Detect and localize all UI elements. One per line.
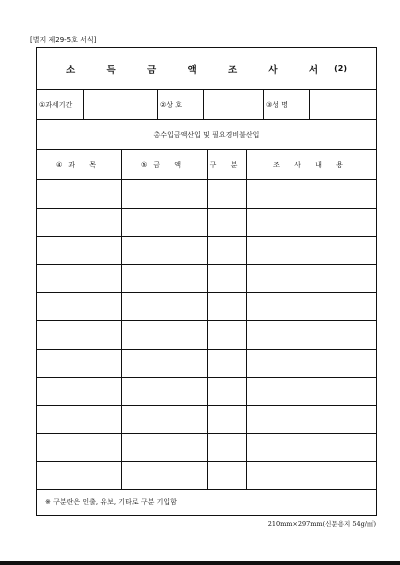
table-cell[interactable] <box>121 264 207 292</box>
footnote: ※ 구분란은 인출, 유보, 기타로 구분 기입함 <box>45 498 177 506</box>
info-row <box>37 90 376 120</box>
table-cell[interactable] <box>121 208 207 236</box>
form-title-number: (2) <box>334 64 347 73</box>
table-cell[interactable] <box>207 377 246 405</box>
table-cell[interactable] <box>207 292 246 320</box>
table-cell[interactable] <box>246 405 376 433</box>
name-field[interactable] <box>310 90 376 119</box>
table-cell[interactable] <box>246 320 376 348</box>
table-cell[interactable] <box>37 292 121 320</box>
table-cell[interactable] <box>207 180 246 208</box>
table-cell[interactable] <box>121 180 207 208</box>
table-cell[interactable] <box>37 349 121 377</box>
column-header-item: ④과 목 <box>55 160 103 169</box>
trade-name-label: ②상 호 <box>158 90 204 119</box>
table-cell[interactable] <box>121 405 207 433</box>
table-cell[interactable] <box>246 349 376 377</box>
table-cell[interactable] <box>246 236 376 264</box>
column-header-amount: ⑤금 액 <box>140 160 188 169</box>
paper-size-note: 210mm×297mm(신문용지 54g/㎡) <box>267 520 376 528</box>
section-title: 총수입금액산입 및 필요경비불산입 <box>37 120 376 150</box>
table-cell[interactable] <box>37 264 121 292</box>
table-cell[interactable] <box>207 236 246 264</box>
table-cell[interactable] <box>121 433 207 461</box>
column-header-category: 구 분 <box>209 160 244 169</box>
table-cell[interactable] <box>37 180 121 208</box>
table-cell[interactable] <box>37 236 121 264</box>
table-cell[interactable] <box>207 405 246 433</box>
table-cell[interactable] <box>37 377 121 405</box>
table-cell[interactable] <box>246 377 376 405</box>
table-cell[interactable] <box>37 433 121 461</box>
table-cell[interactable] <box>121 236 207 264</box>
table-cell[interactable] <box>207 264 246 292</box>
form-reference: [별지 제29-5호 서식] <box>30 36 97 44</box>
tax-period-field[interactable] <box>84 90 158 119</box>
table-cell[interactable] <box>37 208 121 236</box>
name-label: ③성 명 <box>264 90 310 119</box>
form-title: 소 득 금 액 조 사 서 <box>66 64 333 76</box>
table-cell[interactable] <box>207 320 246 348</box>
table-cell[interactable] <box>207 208 246 236</box>
table-cell[interactable] <box>121 292 207 320</box>
trade-name-field[interactable] <box>204 90 264 119</box>
table-cell[interactable] <box>207 349 246 377</box>
table-cell[interactable] <box>246 292 376 320</box>
tax-period-label: ①과세기간 <box>37 90 84 119</box>
income-survey-form <box>36 47 377 516</box>
table-cell[interactable] <box>246 433 376 461</box>
table-cell[interactable] <box>121 349 207 377</box>
page-bottom-border <box>0 561 400 565</box>
table-cell[interactable] <box>246 208 376 236</box>
table-cell[interactable] <box>246 264 376 292</box>
title-row <box>37 48 376 90</box>
table-cell[interactable] <box>246 461 376 489</box>
table-cell[interactable] <box>121 377 207 405</box>
table-cell[interactable] <box>207 461 246 489</box>
table-cell[interactable] <box>37 320 121 348</box>
table-cell[interactable] <box>121 461 207 489</box>
table-cell[interactable] <box>207 433 246 461</box>
table-cell[interactable] <box>37 405 121 433</box>
table-cell[interactable] <box>121 320 207 348</box>
column-header-details: 조 사 내 용 <box>273 160 349 169</box>
table-cell[interactable] <box>246 180 376 208</box>
table-cell[interactable] <box>37 461 121 489</box>
